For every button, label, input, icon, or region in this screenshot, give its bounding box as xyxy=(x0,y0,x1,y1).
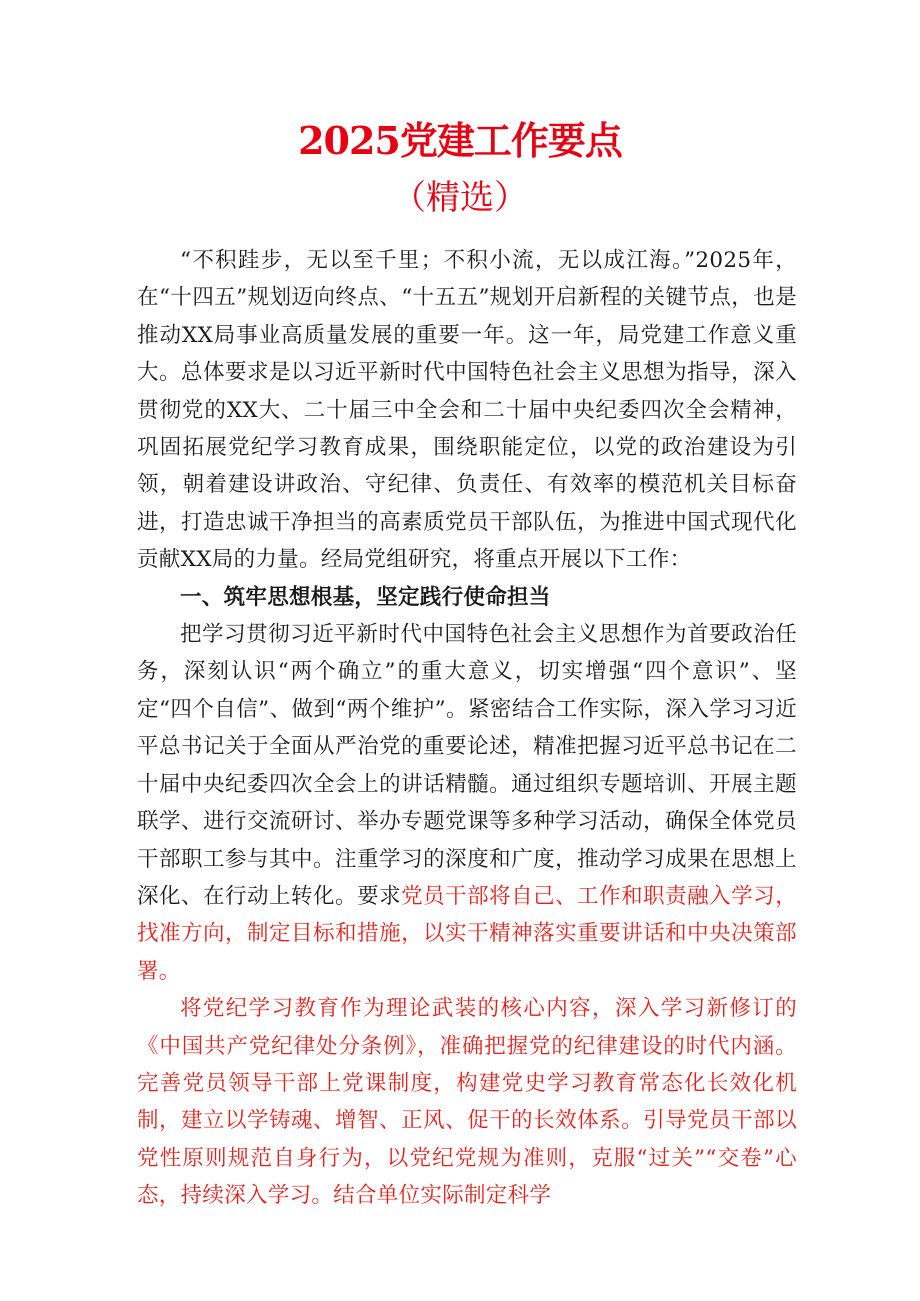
section-heading-1 xyxy=(137,579,797,616)
section-1-paragraph-2 xyxy=(137,990,797,1214)
text-segment: “不积跬步，无以至千里；不积小流，无以成江海。”2025年，在“十四五”规划迈向终点、“十五五”规划开启新程的关键节点，也是推动XX局事业高质量发展的重要一年。这一年，局党建工作意义重大。总体要求是以习近平新时代中国特色社会主义思想为指导，深入贯彻党的XX大、二十届三中全会和二十届中央纪委四次全会精神，巩固拓展党纪学习教育成果，围绕职能定位，以党的政治建设为引领，朝着建设讲政治、守纪律、负责任、有效率的模范机关目标奋进，打造忠诚干净担当的高素质党员干部队伍，为推进中国式现代化贡献XX局的力量。经局党组研究，将重点开展以下工作： xyxy=(137,248,797,573)
intro-paragraph xyxy=(137,242,797,579)
text-segment: 把学习贯彻习近平新时代中国特色社会主义思想作为首要政治任务，深刻认识“两个确立”的重大意义，切实增强“四个意识”、坚定“四个自信”、做到“两个维护”。紧密结合工作实际，深入学习习近平总书记关于全面从严治党的重要论述，精准把握习近平总书记在二十届中央纪委四次全会上的讲话精髓。通过组织专题培训、开展主题联学、进行交流研讨、举办专题党课等多种学习活动，确保全体党员干部职工参与其中。注重学习的深度和广度，推动学习成果在思想上深化、在行动上转化。要求 xyxy=(137,622,797,909)
document-subtitle: （精选） xyxy=(392,178,528,218)
highlighted-text-segment: 将党纪学习教育作为理论武装的核心内容，深入学习新修订的《中国共产党纪律处分条例》，准确把握党的纪律建设的时代内涵。完善党员领导干部上党课制度，构建党史学习教育常态化长效化机制，建立以学铸魂、增智、正风、促干的长效体系。引导党员干部以党性原则规范自身行为，以党纪党规为准则，克服“过关”“交卷”心态，持续深入学习。结合单位实际制定科学 xyxy=(137,996,797,1209)
document-body xyxy=(137,242,797,1215)
title-block xyxy=(0,112,920,226)
document-title: 2025党建工作要点 xyxy=(298,118,622,163)
highlighted-text-segment: 党员干部将自己、工作和职责融入学习，找准方向，制定目标和措施，以实干精神落实重要讲话和中央决策部署。 xyxy=(137,883,797,984)
section-heading-text: 一、筑牢思想根基，坚定践行使命担当 xyxy=(180,584,551,610)
section-1-paragraph-1 xyxy=(137,616,797,990)
